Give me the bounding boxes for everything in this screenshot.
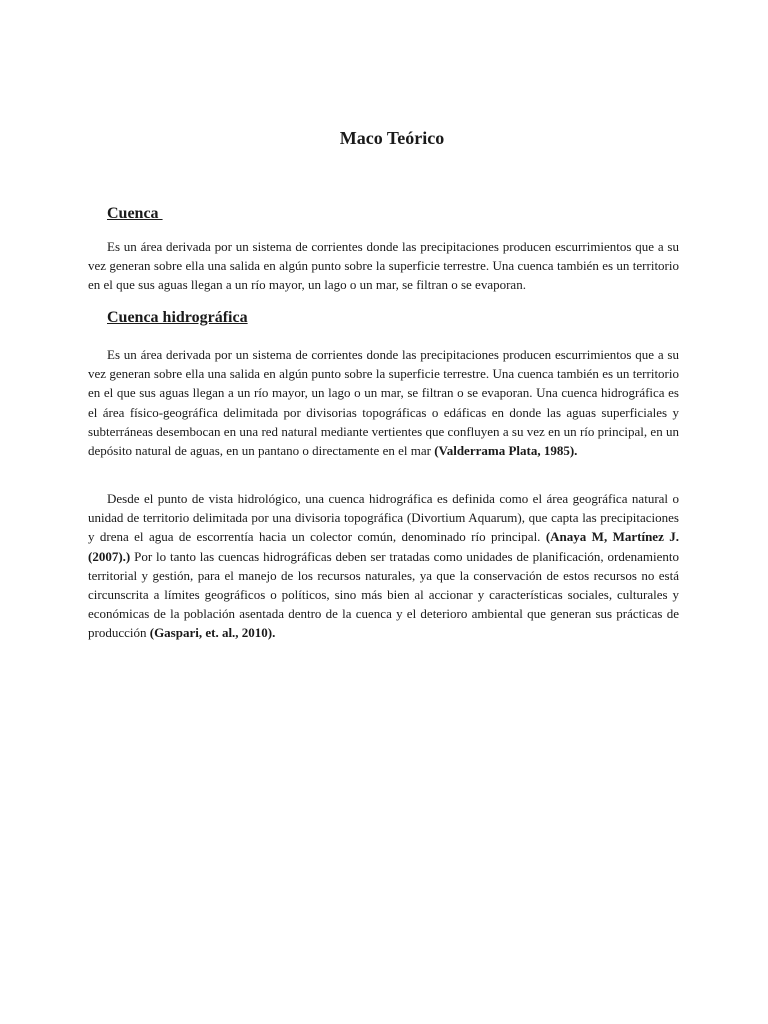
paragraph-text: Es un área derivada por un sistema de corrientes donde las precipitaciones producen escurrimientos que a su vez generan sobre ella una salida en algún punto sobre la superficie terrestre. Una cuenca también es un territorio en el que sus aguas llegan a un río mayor, un lago o un mar, se filtran o se evaporan.	[88, 239, 679, 293]
citation-valderrama: (Valderrama Plata, 1985).	[434, 443, 578, 459]
paragraph-hidrologico	[88, 489, 679, 643]
section-heading-cuenca: Cuenca	[107, 205, 163, 222]
page-title: Maco Teórico	[339, 128, 445, 148]
citation-gaspari: (Gaspari, et. al., 2010).	[149, 625, 276, 641]
paragraph-cuenca-hidrografica	[88, 345, 679, 460]
paragraph-text: Por lo tanto las cuencas hidrográficas deben ser tratadas como unidades de planificación, ordenamiento territorial y gestión, para el manejo de los recursos naturales, ya que la conservación de estos recursos no está circunscrita a límites geográficos o políticos, sino más bien al accionar y características sociales, culturales y económicas de la población asentada dentro de la cuenca y el deterioro ambiental que generan sus prácticas de producción	[88, 548, 679, 641]
paragraph-text: Es un área derivada por un sistema de corrientes donde las precipitaciones producen escurrimientos que a su vez generan sobre ella una salida en algún punto sobre la superficie terrestre. Una cuenca también es un territorio en el que sus aguas llegan a un río mayor, un lago o un mar, se filtran o se evaporan. Una cuenca hidrográfica es el área físico-geográfica delimitada por divisorias topográficas o edáficas en donde las aguas superficiales y subterráneas desembocan en una red natural mediante vertientes que confluyen a su vez en un río principal, en un depósito natural de aguas, en un pantano o directamente en el mar	[88, 347, 679, 459]
paragraph-cuenca	[88, 237, 679, 295]
section-heading-cuenca-hidrografica: Cuenca hidrográfica	[107, 309, 248, 326]
citation-anaya: (Anaya M, Martínez J. (2007).)	[88, 529, 679, 564]
paragraph-text: Desde el punto de vista hidrológico, una cuenca hidrográfica es definida como el área geográfica natural o unidad de territorio delimitada por una divisoria topográfica (Divortium Aquarum), que capta las precipitaciones y drena el agua de escorrentía hacia un colector común, denominado río principal.	[88, 491, 679, 545]
